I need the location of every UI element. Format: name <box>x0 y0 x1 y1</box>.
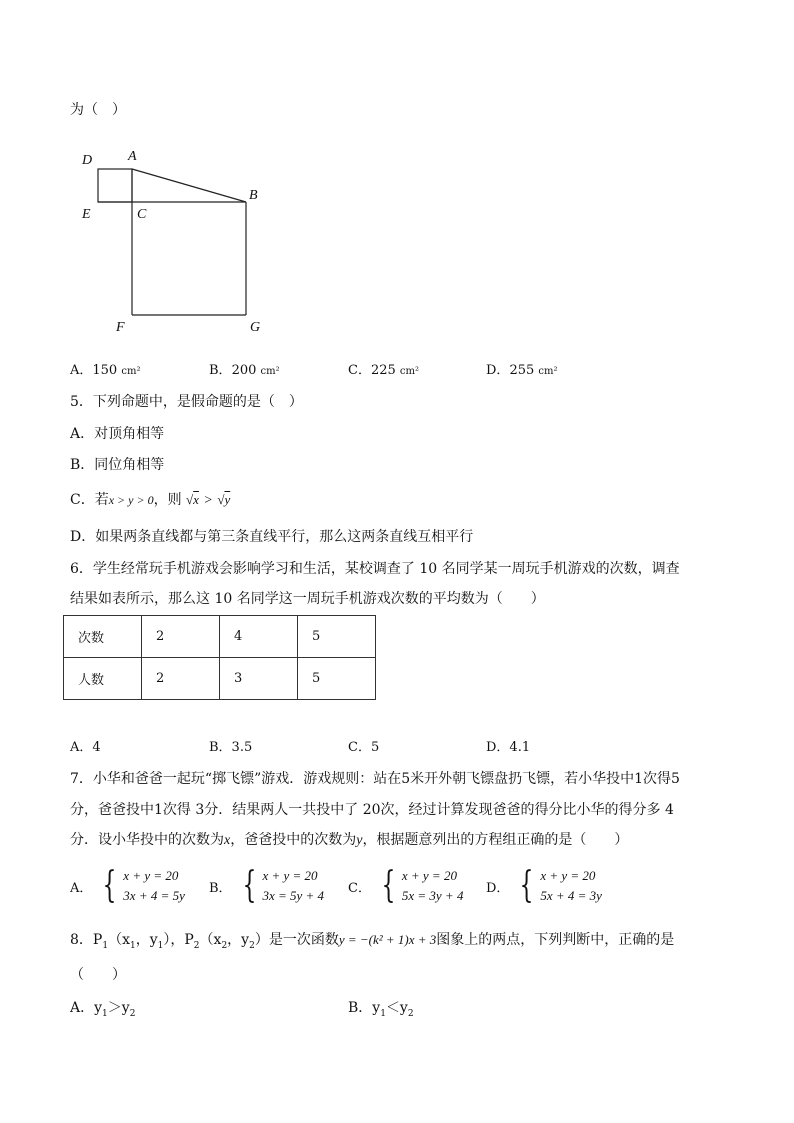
label-f: F <box>116 320 125 335</box>
label-b: B <box>249 188 258 203</box>
q7-option-d: D． { x + y = 20 5x + 4 = 3y <box>486 865 602 906</box>
q7-line1: 7．小华和爸爸一起玩“掷飞镖”游戏．游戏规则：站在5米开外朝飞镖盘扔飞镖，若小华投中1次得5 <box>70 771 680 787</box>
q6-option-a: A．4 <box>70 740 101 755</box>
table-cell: 3 <box>220 658 298 700</box>
table-cell: 2 <box>142 658 220 700</box>
q7-option-c: C． { x + y = 20 5x = 3y + 4 <box>348 865 464 906</box>
q6-stem-line1: 6．学生经常玩手机游戏会影响学习和生活，某校调查了 10 名同学某一周玩手机游戏的次数，调查 <box>70 561 680 577</box>
q7-line2: 分，爸爸投中1次得 3分．结果两人一共投中了 20次，经过计算发现爸爸的得分比小华的得分多 4 <box>70 802 674 818</box>
q6-option-c: C．5 <box>348 740 380 755</box>
table-cell: 5 <box>298 616 376 658</box>
q4-option-c: C．225 cm² <box>348 363 420 378</box>
table-cell: 次数 <box>64 616 142 658</box>
q7-line3: 分．设小华投中的次数为x，爸爸投中的次数为y，根据题意列出的方程组正确的是（ ） <box>70 832 629 848</box>
label-c: C <box>137 207 147 222</box>
table-row <box>64 658 376 700</box>
q8-blank: （ ） <box>70 967 126 983</box>
geometry-figure <box>70 140 290 340</box>
q4-option-d: D．255 cm² <box>486 363 558 378</box>
q4-tail: 为（ ） <box>70 102 126 118</box>
table-row <box>64 616 376 658</box>
table-cell: 4 <box>220 616 298 658</box>
label-a: A <box>128 149 137 164</box>
q8-option-b: B．$y_1<y_2$ <box>348 1000 414 1019</box>
q5-stem: 5．下列命题中，是假命题的是（ ） <box>70 394 303 410</box>
label-d: D <box>82 153 93 168</box>
q6-option-b: B．3.5 <box>209 740 253 755</box>
q4-option-b: B．200 cm² <box>209 363 280 378</box>
q5-option-c: C．若x > y > 0，则 √x > √y <box>70 492 231 508</box>
table-cell: 人数 <box>64 658 142 700</box>
q6-option-d: D．4.1 <box>486 740 531 755</box>
q5-option-d: D．如果两条直线都与第三条直线平行，那么这两条直线互相平行 <box>70 529 474 545</box>
label-e: E <box>82 207 91 222</box>
table-cell: 2 <box>142 616 220 658</box>
q8-option-a: A．$y_1>y_2$ <box>70 1000 136 1019</box>
small-square-adce <box>98 169 132 202</box>
label-g: G <box>250 320 261 335</box>
segment-ab <box>132 169 246 202</box>
q7-option-b: B． { x + y = 20 3x = 5y + 4 <box>209 865 325 906</box>
q8-stem: 8．$P_1(x_1$，$y_1$），$P_2(x_2$，$y_2$）是一次函数y = −(k² + 1)x + 3图象上的两点，下列判断中，正确的是 <box>70 932 675 951</box>
q6-data-table <box>63 615 376 700</box>
q6-stem-line2: 结果如表所示，那么这 10 名同学这一周玩手机游戏次数的平均数为（ ） <box>70 591 545 607</box>
q7-option-a: A． { x + y = 20 3x + 4 = 5y <box>70 865 185 906</box>
q5-option-a: A．对顶角相等 <box>70 426 165 442</box>
q4-option-a: A．150 cm² <box>70 363 141 378</box>
q5-option-b: B．同位角相等 <box>70 457 165 473</box>
table-cell: 5 <box>298 658 376 700</box>
